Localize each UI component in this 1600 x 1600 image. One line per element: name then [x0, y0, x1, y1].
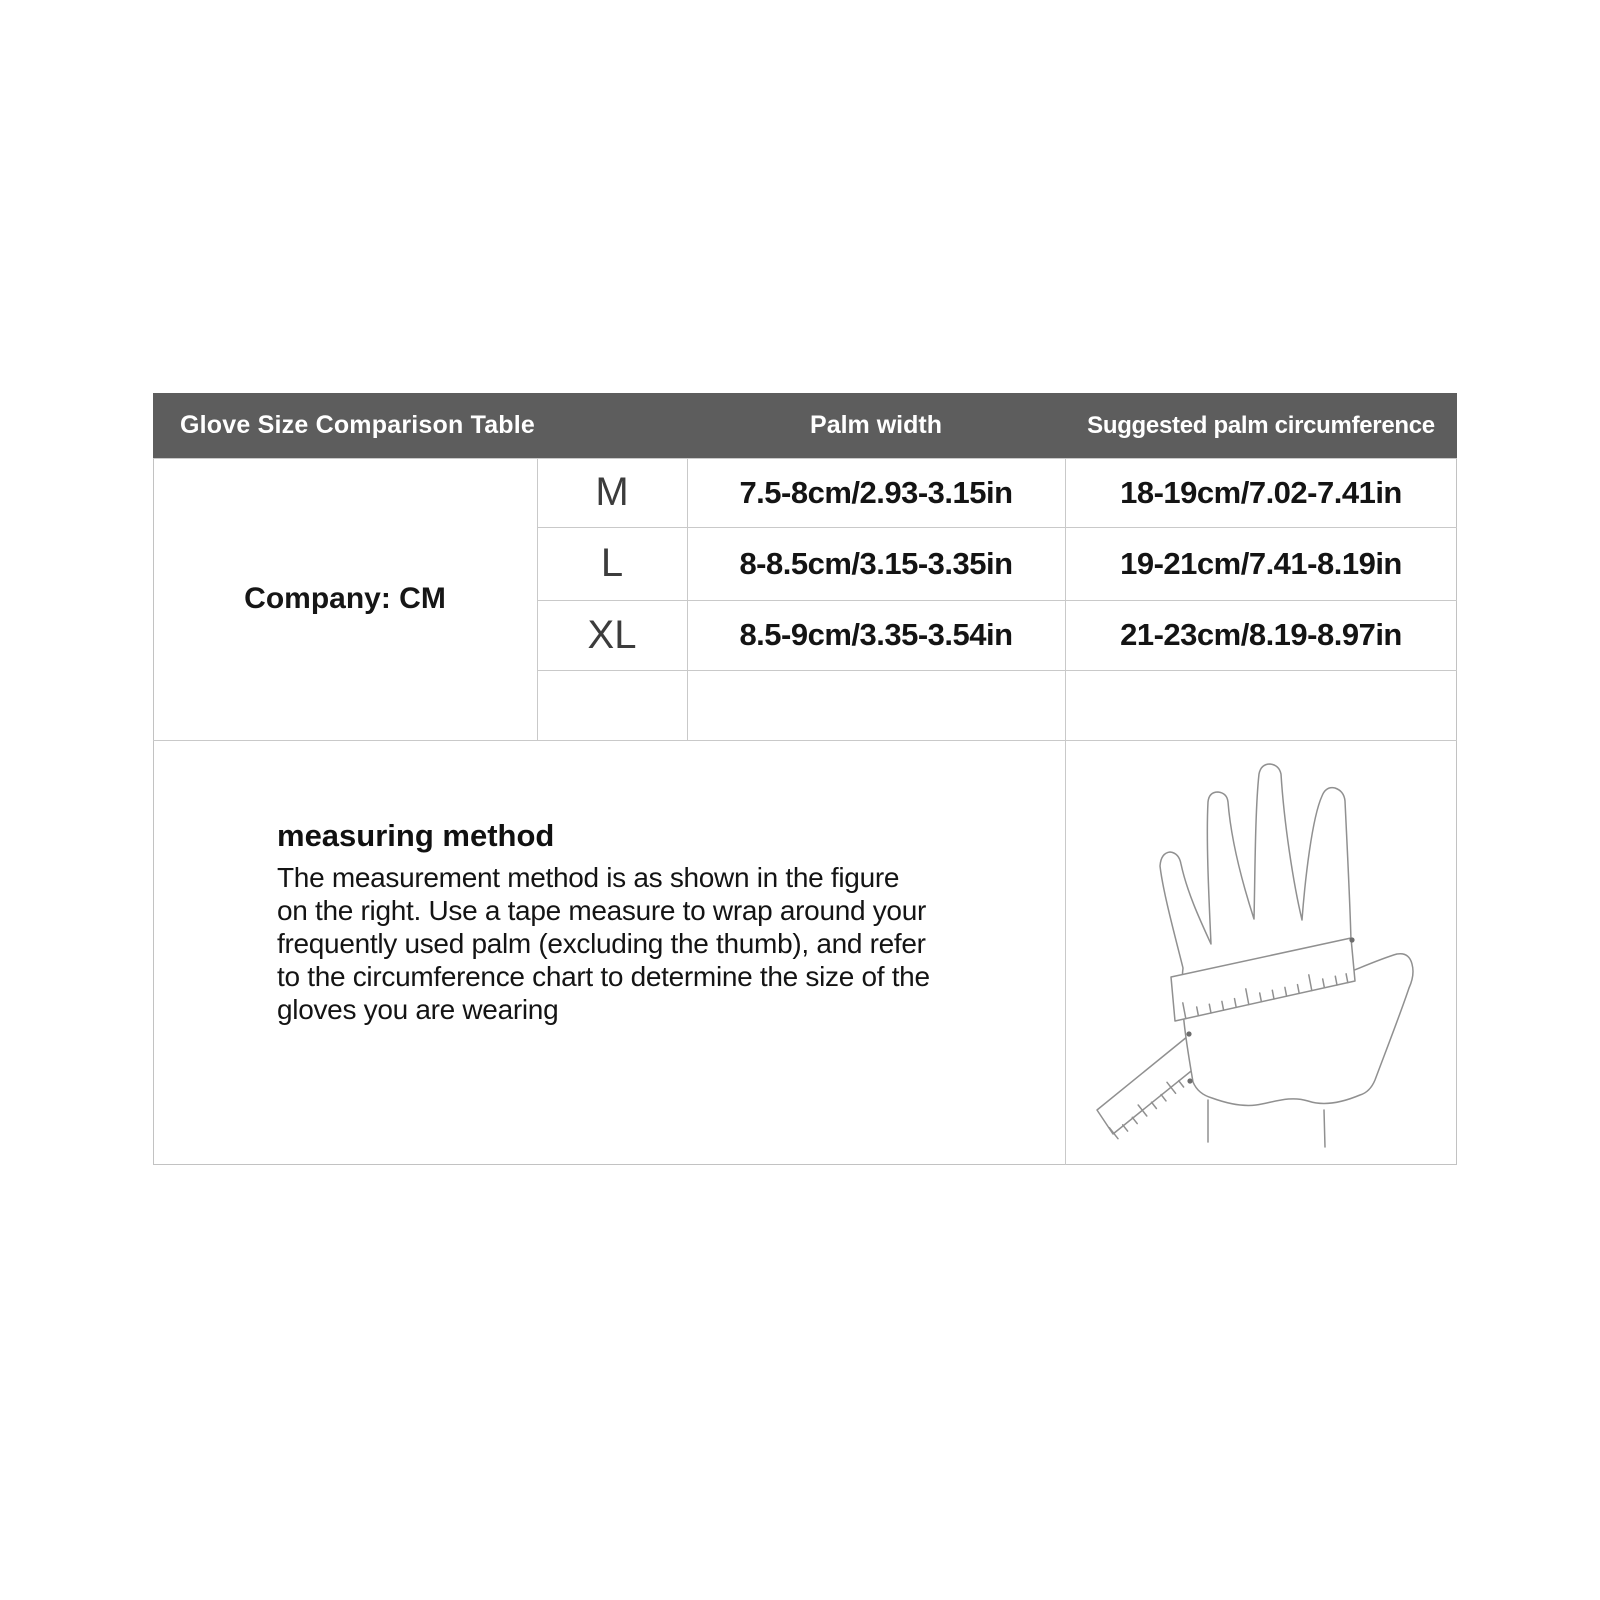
measuring-method-line: on the right. Use a tape measure to wrap around your: [277, 895, 927, 926]
column-header-palm-width: Palm width: [810, 411, 942, 439]
measuring-method-line: frequently used palm (excluding the thumb), and refer: [277, 928, 926, 959]
wrist-lines-icon: [1208, 1100, 1325, 1147]
size-chart-table: [153, 393, 1457, 1165]
measuring-method-text: [277, 861, 930, 1026]
column-header-circumference: Suggested palm circumference: [1087, 412, 1435, 439]
circumference-m: 18-19cm/7.02-7.41in: [1120, 474, 1402, 510]
palm-width-empty: [687, 670, 1065, 740]
hand-tape-measure-illustration: [1065, 740, 1457, 1165]
size-label-empty: [537, 670, 687, 740]
palm-width-m: 7.5-8cm/2.93-3.15in: [739, 474, 1013, 510]
company-label: Company: CM: [244, 582, 446, 615]
hand-outline-icon: [1160, 764, 1413, 1105]
size-label-m: M: [595, 470, 629, 514]
measuring-method-line: to the circumference chart to determine the size of the: [277, 961, 930, 992]
palm-width-xl: 8.5-9cm/3.35-3.54in: [739, 617, 1013, 652]
table-title: Glove Size Comparison Table: [180, 411, 536, 439]
palm-width-l: 8-8.5cm/3.15-3.35in: [739, 545, 1013, 581]
measuring-method-line: The measurement method is as shown in the figure: [277, 862, 900, 893]
table-header-bar: [153, 393, 1457, 458]
circumference-xl: 21-23cm/8.19-8.97in: [1120, 617, 1402, 652]
size-label-xl: XL: [587, 612, 637, 657]
circumference-empty: [1065, 670, 1457, 740]
measuring-method-line: gloves you are wearing: [277, 994, 559, 1025]
size-label-l: L: [600, 541, 624, 585]
measuring-method-heading: measuring method: [277, 818, 555, 853]
circumference-l: 19-21cm/7.41-8.19in: [1120, 545, 1402, 581]
